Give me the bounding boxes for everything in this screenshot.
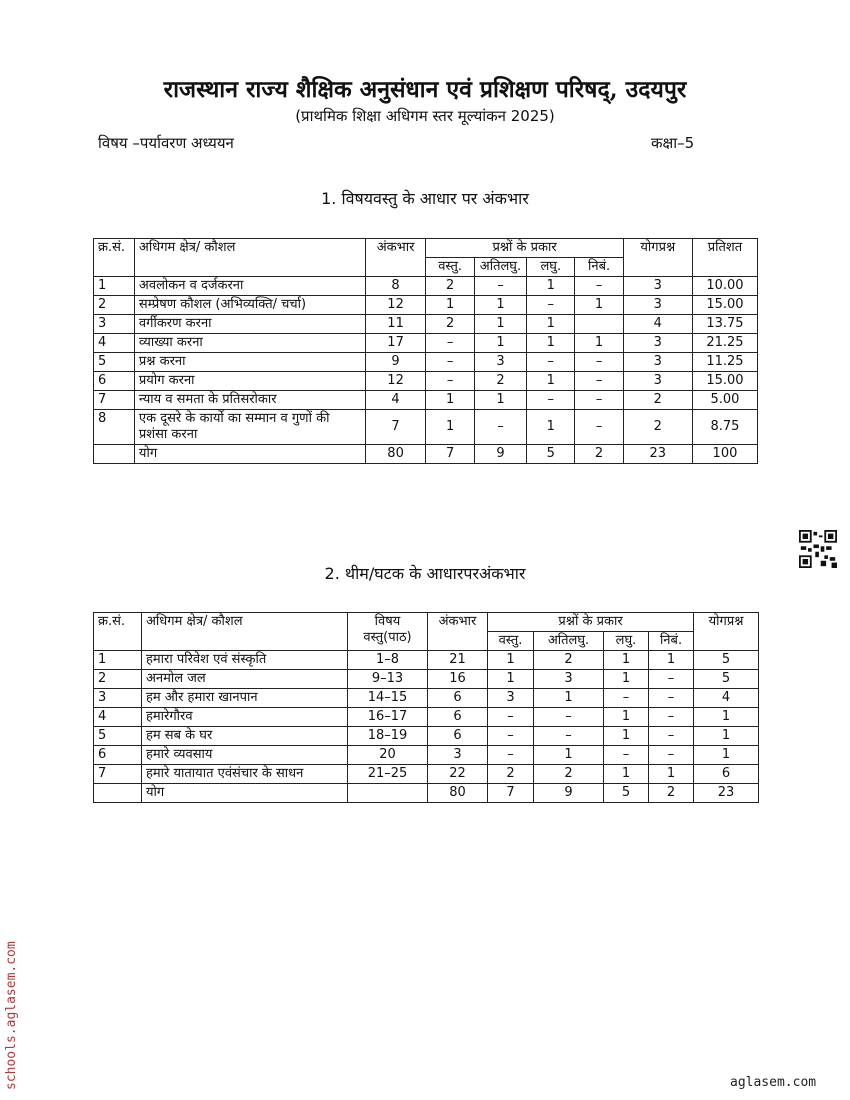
table-cell: हम सब के घर [142, 727, 348, 746]
table-cell: – [649, 746, 694, 765]
table-cell: – [488, 727, 534, 746]
table-cell: वर्गीकरण करना [134, 315, 365, 334]
table-row [94, 689, 759, 708]
table-cell: 7 [94, 391, 135, 410]
table-cell: 4 [623, 315, 692, 334]
table-cell: 1 [604, 708, 649, 727]
table-cell: 2 [426, 315, 474, 334]
table-cell: 8 [94, 410, 135, 445]
table-cell: 1 [649, 765, 694, 784]
table-row [94, 727, 759, 746]
header-short: लघु. [604, 632, 649, 651]
table-row [94, 445, 758, 464]
header-essay: निबं. [575, 258, 623, 277]
table-cell: 1 [649, 651, 694, 670]
table-cell: 1 [527, 277, 575, 296]
table-row [94, 651, 759, 670]
header-objective: वस्तु. [426, 258, 474, 277]
table-cell: – [649, 708, 694, 727]
class-label: कक्षा–5 [651, 134, 695, 152]
table-cell: 21.25 [692, 334, 757, 353]
table-cell: 1 [426, 391, 474, 410]
table-cell: 2 [474, 372, 526, 391]
header-total-questions: योगप्रश्न [623, 239, 692, 277]
table-row [94, 372, 758, 391]
table-cell: – [604, 689, 649, 708]
table-cell: 21–25 [348, 765, 428, 784]
table-cell: – [426, 372, 474, 391]
table-cell [94, 784, 142, 803]
table-cell: 9 [365, 353, 426, 372]
table-cell: 1 [604, 765, 649, 784]
header-objective: वस्तु. [488, 632, 534, 651]
table-cell: – [575, 410, 623, 445]
table-cell: 1 [474, 296, 526, 315]
table-cell: 1 [474, 334, 526, 353]
table-cell: 3 [534, 670, 604, 689]
table-cell: 80 [365, 445, 426, 464]
table-cell: – [649, 689, 694, 708]
table-cell [94, 445, 135, 464]
section1-title: 1. विषयवस्तु के आधार पर अंकभार [321, 189, 529, 208]
table-cell: – [426, 334, 474, 353]
table-row [94, 296, 758, 315]
table-cell: 1 [694, 708, 759, 727]
table-cell: 11 [365, 315, 426, 334]
table-cell: – [575, 353, 623, 372]
table-cell: 1 [488, 651, 534, 670]
table-cell: – [604, 746, 649, 765]
table-cell: 23 [694, 784, 759, 803]
table-cell: 1 [426, 410, 474, 445]
table-cell: 8.75 [692, 410, 757, 445]
table-cell: – [426, 353, 474, 372]
table-cell: 1 [575, 296, 623, 315]
table-cell: 1 [474, 315, 526, 334]
table-cell: 6 [428, 708, 488, 727]
table-cell: एक दूसरे के कार्यो का सम्मान व गुणों की प्रशंसा करना [134, 410, 365, 445]
header-sno: क्र.सं. [94, 613, 142, 651]
table-cell: 16 [428, 670, 488, 689]
table-cell: 5 [694, 651, 759, 670]
table-cell: – [474, 277, 526, 296]
table-cell: 7 [426, 445, 474, 464]
table-cell: 1 [426, 296, 474, 315]
table-row [94, 765, 759, 784]
table-cell: 6 [694, 765, 759, 784]
table-row [94, 277, 758, 296]
table-cell: प्रयोग करना [134, 372, 365, 391]
table-cell: 3 [428, 746, 488, 765]
header-total-questions: योगप्रश्न [694, 613, 759, 651]
page-title: राजस्थान राज्य शैक्षिक अनुसंधान एवं प्रशिक्षण परिषद्, उदयपुर [163, 76, 687, 103]
header-area: अधिगम क्षेत्र/ कौशल [142, 613, 348, 651]
table-cell: 10.00 [692, 277, 757, 296]
table-cell: – [534, 727, 604, 746]
header-question-types: प्रश्नों के प्रकार [426, 239, 623, 258]
table-cell: – [488, 708, 534, 727]
table-cell: – [474, 410, 526, 445]
table-cell: – [527, 296, 575, 315]
table-cell: 14–15 [348, 689, 428, 708]
table-cell: 1 [527, 315, 575, 334]
table-cell: 15.00 [692, 372, 757, 391]
table-cell: 23 [623, 445, 692, 464]
table-cell: 2 [649, 784, 694, 803]
table-cell: 1 [534, 689, 604, 708]
table-row [94, 670, 759, 689]
table-cell: 9 [534, 784, 604, 803]
table-cell: 6 [428, 689, 488, 708]
table-cell: 5 [694, 670, 759, 689]
table-cell: 2 [94, 670, 142, 689]
table-row [94, 391, 758, 410]
table-cell: – [575, 277, 623, 296]
table-cell: 3 [474, 353, 526, 372]
bottom-watermark: aglasem.com [730, 1075, 817, 1090]
table-cell: 11.25 [692, 353, 757, 372]
table-cell: अवलोकन व दर्जकरना [134, 277, 365, 296]
table-cell: हमारे व्यवसाय [142, 746, 348, 765]
table-cell: 2 [623, 391, 692, 410]
table-cell: 1 [575, 334, 623, 353]
table-cell: 2 [426, 277, 474, 296]
header-essay: निबं. [649, 632, 694, 651]
table-cell: 3 [623, 296, 692, 315]
table-cell: 15.00 [692, 296, 757, 315]
table-cell: 5 [604, 784, 649, 803]
table-cell: 5 [527, 445, 575, 464]
table-cell: 3 [488, 689, 534, 708]
table-cell: 9 [474, 445, 526, 464]
table-cell: 18–19 [348, 727, 428, 746]
table-cell: 1 [694, 727, 759, 746]
table-cell: 22 [428, 765, 488, 784]
side-watermark: schools.aglasem.com [4, 941, 19, 1090]
table-cell: 2 [94, 296, 135, 315]
table-cell: योग [134, 445, 365, 464]
table-cell: 6 [428, 727, 488, 746]
table-cell: 21 [428, 651, 488, 670]
page-subtitle: (प्राथमिक शिक्षा अधिगम स्तर मूल्यांकन 2025) [295, 107, 555, 125]
table-cell: – [527, 353, 575, 372]
table-cell: 3 [623, 277, 692, 296]
table-cell: 100 [692, 445, 757, 464]
header-very-short: अतिलघु. [534, 632, 604, 651]
table-cell: योग [142, 784, 348, 803]
header-very-short: अतिलघु. [474, 258, 526, 277]
table-cell: – [649, 670, 694, 689]
table-cell [348, 784, 428, 803]
table-cell: 1 [527, 334, 575, 353]
table-cell: 3 [623, 334, 692, 353]
table-cell: 17 [365, 334, 426, 353]
table-row [94, 334, 758, 353]
theme-weightage-table [93, 612, 759, 803]
table-cell: – [575, 391, 623, 410]
table-cell: 7 [365, 410, 426, 445]
table-cell: अनमोल जल [142, 670, 348, 689]
table-row [94, 746, 759, 765]
table-cell [575, 315, 623, 334]
table-cell: 8 [365, 277, 426, 296]
table-cell: 80 [428, 784, 488, 803]
table-cell: 5 [94, 727, 142, 746]
table-cell: 16–17 [348, 708, 428, 727]
table-cell: 1–8 [348, 651, 428, 670]
table-cell: 9–13 [348, 670, 428, 689]
table-cell: न्याय व समता के प्रतिसरोकार [134, 391, 365, 410]
table-cell: 6 [94, 746, 142, 765]
table-cell: 4 [94, 334, 135, 353]
table-cell: हमारा परिवेश एवं संस्कृति [142, 651, 348, 670]
table-cell: 20 [348, 746, 428, 765]
table-row [94, 784, 759, 803]
table-cell: 2 [623, 410, 692, 445]
table-cell: 1 [474, 391, 526, 410]
table-cell: प्रश्न करना [134, 353, 365, 372]
table-cell: 1 [534, 746, 604, 765]
table-cell: हम और हमारा खानपान [142, 689, 348, 708]
table-cell: 4 [94, 708, 142, 727]
header-marks: अंकभार [365, 239, 426, 277]
table-cell: 1 [604, 670, 649, 689]
table-cell: 12 [365, 296, 426, 315]
subject-label: विषय –पर्यावरण अध्ययन [98, 134, 234, 152]
section2-title: 2. थीम/घटक के आधारपरअंकभार [324, 564, 526, 583]
table-cell: 4 [694, 689, 759, 708]
table-cell: – [488, 746, 534, 765]
table-cell: 4 [365, 391, 426, 410]
table-cell: 1 [694, 746, 759, 765]
content-weightage-table [93, 238, 758, 464]
table-cell: 6 [94, 372, 135, 391]
header-marks: अंकभार [428, 613, 488, 651]
table-row [94, 315, 758, 334]
table-cell: 5 [94, 353, 135, 372]
table-cell: 3 [94, 689, 142, 708]
header-question-types: प्रश्नों के प्रकार [488, 613, 694, 632]
table-cell: 2 [488, 765, 534, 784]
table-cell: 5.00 [692, 391, 757, 410]
table-cell: हमारेगौरव [142, 708, 348, 727]
table-cell: 7 [94, 765, 142, 784]
table-cell: 1 [488, 670, 534, 689]
table-cell: – [575, 372, 623, 391]
table-cell: 12 [365, 372, 426, 391]
header-sno: क्र.सं. [94, 239, 135, 277]
table-cell: 2 [575, 445, 623, 464]
table-cell: 2 [534, 651, 604, 670]
table-cell: सम्प्रेषण कौशल (अभिव्यक्ति/ चर्चा) [134, 296, 365, 315]
header-percentage: प्रतिशत [692, 239, 757, 277]
table-cell: 1 [604, 727, 649, 746]
table-cell: 13.75 [692, 315, 757, 334]
table-cell: – [527, 391, 575, 410]
header-area: अधिगम क्षेत्र/ कौशल [134, 239, 365, 277]
header-short: लघु. [527, 258, 575, 277]
table-cell: 1 [527, 372, 575, 391]
table-cell: 2 [534, 765, 604, 784]
table-cell: 1 [94, 651, 142, 670]
table-row [94, 708, 759, 727]
table-cell: 3 [94, 315, 135, 334]
table-row [94, 353, 758, 372]
table-cell: 1 [604, 651, 649, 670]
table-cell: 3 [623, 353, 692, 372]
table-cell: 1 [527, 410, 575, 445]
table-cell: हमारे यातायात एवंसंचार के साधन [142, 765, 348, 784]
table-cell: – [649, 727, 694, 746]
header-content: विषय वस्तु(पाठ) [348, 613, 428, 651]
table-row [94, 410, 758, 445]
table-cell: 7 [488, 784, 534, 803]
table-cell: व्याख्या करना [134, 334, 365, 353]
table-cell: – [534, 708, 604, 727]
table-cell: 1 [94, 277, 135, 296]
table-cell: 3 [623, 372, 692, 391]
